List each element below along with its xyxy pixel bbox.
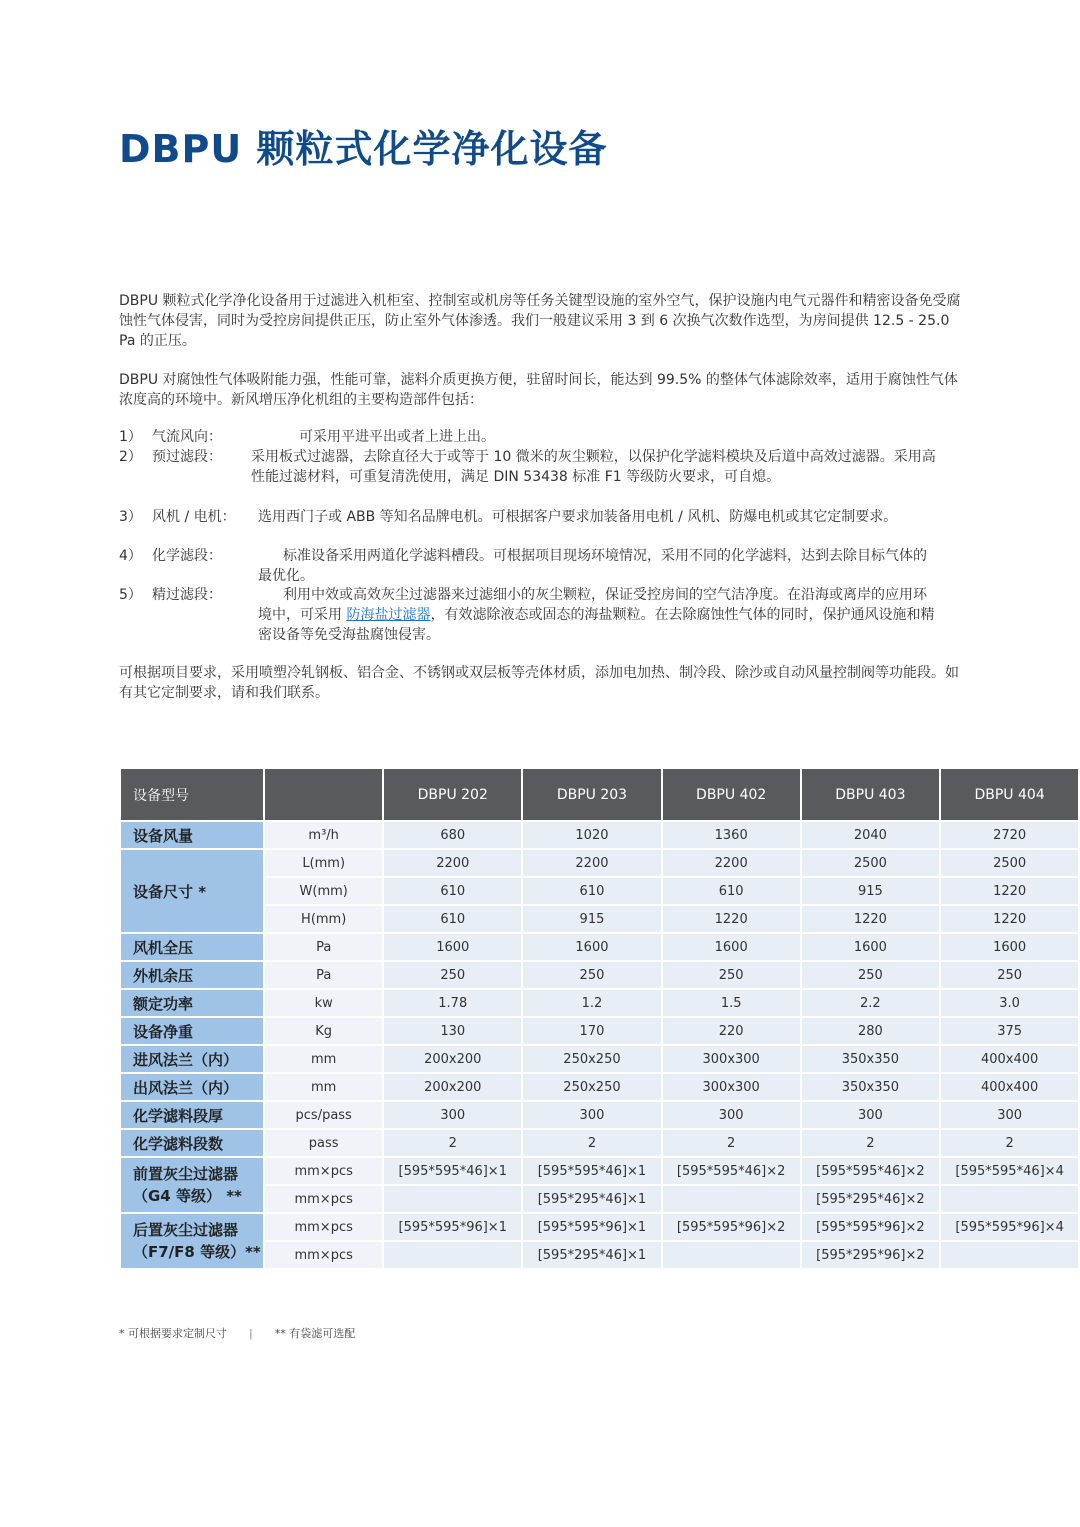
unit-cell: mm×pcs xyxy=(264,1213,383,1241)
header-cell-model: 设备型号 xyxy=(120,768,264,821)
list-item-number: 4） xyxy=(119,548,142,564)
row-label-line: （G4 等级） ** xyxy=(133,1187,242,1205)
row-label: 化学滤料段厚 xyxy=(120,1101,264,1129)
list-item xyxy=(119,585,967,645)
list-item xyxy=(119,447,967,507)
list-item-label: 预过滤段： xyxy=(152,449,222,465)
row-label: 设备净重 xyxy=(120,1017,264,1045)
row-label-line: （F7/F8 等级）** xyxy=(133,1243,261,1261)
row-label: 风机全压 xyxy=(120,933,264,961)
value-cell: 1360 xyxy=(662,821,801,849)
value-cell: 300 xyxy=(383,1101,522,1129)
table-row xyxy=(120,933,1079,961)
value-cell: 130 xyxy=(383,1017,522,1045)
table-row xyxy=(120,961,1079,989)
value-cell: 2500 xyxy=(940,849,1079,877)
value-cell xyxy=(940,1185,1079,1213)
value-cell: 2 xyxy=(383,1129,522,1157)
spec-table xyxy=(119,767,1080,1270)
list-item-text-after: ，有效滤除液态或固态的海盐颗粒。在去除腐蚀性气体的同时，保护通风设施和精密设备等免受海盐腐蚀侵害。 xyxy=(258,607,935,643)
value-cell: 1220 xyxy=(801,905,941,933)
unit-cell: mm xyxy=(264,1045,383,1073)
row-label: 外机余压 xyxy=(120,961,264,989)
value-cell: 250 xyxy=(383,961,522,989)
list-item-text-before: 利用中效或高效灰尘过滤器来过滤细小的灰尘颗粒，保证受控房间的空气洁净度。在沿海或离岸的应用环境中，可采用 xyxy=(258,587,927,623)
value-cell: 250 xyxy=(801,961,941,989)
value-cell: 2 xyxy=(662,1129,801,1157)
value-cell: 1020 xyxy=(522,821,662,849)
value-cell: 1600 xyxy=(801,933,941,961)
row-label: 设备风量 xyxy=(120,821,264,849)
value-cell: 2 xyxy=(522,1129,662,1157)
list-item xyxy=(119,507,967,546)
value-cell xyxy=(662,1241,801,1269)
value-cell: [595*295*46]×1 xyxy=(522,1185,662,1213)
unit-cell: H(mm) xyxy=(264,905,383,933)
value-cell: 250 xyxy=(522,961,662,989)
list-item-text: 标准设备采用两道化学滤料槽段。可根据项目现场环境情况，采用不同的化学滤料，达到去除目标气体的最优化。 xyxy=(258,548,927,584)
value-cell: 2 xyxy=(940,1129,1079,1157)
table-row xyxy=(120,1073,1079,1101)
value-cell: [595*595*46]×4 xyxy=(940,1157,1079,1185)
table-row xyxy=(120,821,1079,849)
footnote-bag-filter: ** 有袋滤可选配 xyxy=(274,1327,356,1340)
list-item-number: 1） xyxy=(119,429,142,445)
table-row xyxy=(120,1017,1079,1045)
list-item-number: 5） xyxy=(119,587,142,603)
value-cell: 2500 xyxy=(801,849,941,877)
footnote-size: * 可根据要求定制尺寸 xyxy=(119,1327,227,1340)
value-cell: 400x400 xyxy=(940,1073,1079,1101)
value-cell xyxy=(383,1185,522,1213)
value-cell: 1600 xyxy=(662,933,801,961)
table-row xyxy=(120,1213,1079,1241)
sea-salt-filter-link[interactable]: 防海盐过滤器 xyxy=(346,607,431,623)
value-cell: 2.2 xyxy=(801,989,941,1017)
value-cell: 2040 xyxy=(801,821,941,849)
closing-paragraph: 可根据项目要求，采用喷塑冷轧钢板、铝合金、不锈钢或双层板等壳体材质，添加电加热、制冷段、除沙或自动风量控制阀等功能段。如有其它定制要求，请和我们联系。 xyxy=(119,665,959,701)
value-cell: 170 xyxy=(522,1017,662,1045)
header-cell-model-name: DBPU 402 xyxy=(662,768,801,821)
list-item-number: 3） xyxy=(119,509,142,525)
value-cell: 220 xyxy=(662,1017,801,1045)
value-cell: 1600 xyxy=(940,933,1079,961)
list-item-number: 2） xyxy=(119,449,142,465)
value-cell: 2720 xyxy=(940,821,1079,849)
list-item-label: 化学滤段： xyxy=(152,548,222,564)
value-cell: 250x250 xyxy=(522,1073,662,1101)
list-item xyxy=(119,546,967,585)
value-cell: 2200 xyxy=(662,849,801,877)
table-header-row xyxy=(120,768,1079,821)
value-cell: 1220 xyxy=(940,877,1079,905)
value-cell: 680 xyxy=(383,821,522,849)
unit-cell: L(mm) xyxy=(264,849,383,877)
value-cell: 350x350 xyxy=(801,1073,941,1101)
value-cell: 610 xyxy=(383,905,522,933)
unit-cell: m³/h xyxy=(264,821,383,849)
features-paragraph: DBPU 对腐蚀性气体吸附能力强，性能可靠，滤料介质更换方便，驻留时间长，能达到 99.5% 的整体气体滤除效率，适用于腐蚀性气体浓度高的环境中。新风增压净化机组的主要构造部件包括： xyxy=(119,372,958,408)
table-row xyxy=(120,1101,1079,1129)
value-cell: 1.78 xyxy=(383,989,522,1017)
unit-cell: mm×pcs xyxy=(264,1157,383,1185)
row-label: 化学滤料段数 xyxy=(120,1129,264,1157)
unit-cell: Kg xyxy=(264,1017,383,1045)
header-cell-model-name: DBPU 404 xyxy=(940,768,1079,821)
value-cell: 2200 xyxy=(522,849,662,877)
table-row xyxy=(120,1185,1079,1213)
unit-cell: Pa xyxy=(264,961,383,989)
value-cell: 300 xyxy=(801,1101,941,1129)
value-cell: 280 xyxy=(801,1017,941,1045)
value-cell xyxy=(383,1241,522,1269)
value-cell: 400x400 xyxy=(940,1045,1079,1073)
header-cell-model-name: DBPU 403 xyxy=(801,768,941,821)
row-label: 出风法兰（内） xyxy=(120,1073,264,1101)
value-cell: 300x300 xyxy=(662,1073,801,1101)
list-item-label: 风机 / 电机： xyxy=(152,509,236,525)
value-cell: 610 xyxy=(662,877,801,905)
table-row xyxy=(120,1045,1079,1073)
value-cell: 300 xyxy=(522,1101,662,1129)
value-cell: 300 xyxy=(662,1101,801,1129)
list-item-text xyxy=(258,585,938,645)
value-cell xyxy=(940,1241,1079,1269)
value-cell: [595*595*96]×2 xyxy=(801,1213,941,1241)
list-item-label: 精过滤段： xyxy=(152,587,222,603)
value-cell: 250 xyxy=(940,961,1079,989)
page-title: DBPU 颗粒式化学净化设备 xyxy=(119,127,608,171)
unit-cell: Pa xyxy=(264,933,383,961)
row-label: 进风法兰（内） xyxy=(120,1045,264,1073)
header-cell-model-name: DBPU 203 xyxy=(522,768,662,821)
value-cell: 1220 xyxy=(662,905,801,933)
table-row xyxy=(120,877,1079,905)
unit-cell: mm xyxy=(264,1073,383,1101)
unit-cell: pcs/pass xyxy=(264,1101,383,1129)
value-cell: 3.0 xyxy=(940,989,1079,1017)
table-row xyxy=(120,1129,1079,1157)
value-cell: 2 xyxy=(801,1129,941,1157)
value-cell: 300x300 xyxy=(662,1045,801,1073)
value-cell: [595*595*46]×2 xyxy=(801,1157,941,1185)
value-cell: 1600 xyxy=(522,933,662,961)
value-cell: 200x200 xyxy=(383,1045,522,1073)
value-cell: 250 xyxy=(662,961,801,989)
value-cell: [595*595*96]×4 xyxy=(940,1213,1079,1241)
value-cell: [595*595*46]×2 xyxy=(662,1157,801,1185)
value-cell: [595*595*96]×2 xyxy=(662,1213,801,1241)
value-cell: 350x350 xyxy=(801,1045,941,1073)
value-cell: [595*295*46]×2 xyxy=(801,1185,941,1213)
unit-cell: W(mm) xyxy=(264,877,383,905)
value-cell: 1220 xyxy=(940,905,1079,933)
value-cell: [595*595*96]×1 xyxy=(383,1213,522,1241)
list-item-text: 选用西门子或 ABB 等知名品牌电机。可根据客户要求加装备用电机 / 风机、防爆电机或其它定制要求。 xyxy=(258,509,898,525)
header-cell-unit xyxy=(264,768,383,821)
footnotes xyxy=(119,1325,355,1341)
value-cell xyxy=(662,1185,801,1213)
table-row xyxy=(120,905,1079,933)
list-item xyxy=(119,427,967,447)
value-cell: [595*595*96]×1 xyxy=(522,1213,662,1241)
unit-cell: mm×pcs xyxy=(264,1241,383,1269)
row-label-line: 前置灰尘过滤器 xyxy=(133,1165,239,1183)
footnote-separator: | xyxy=(249,1327,253,1340)
unit-cell: mm×pcs xyxy=(264,1185,383,1213)
value-cell: [595*595*46]×1 xyxy=(383,1157,522,1185)
value-cell: 2200 xyxy=(383,849,522,877)
value-cell: 200x200 xyxy=(383,1073,522,1101)
unit-cell: pass xyxy=(264,1129,383,1157)
intro-paragraph: DBPU 颗粒式化学净化设备用于过滤进入机柜室、控制室或机房等任务关键型设施的室外空气，保护设施内电气元器件和精密设备免受腐蚀性气体侵害，同时为受控房间提供正压，防止室外气体渗透。我们一般建议采用 3 到 6 次换气次数作选型，为房间提供 12.5 - 25.0 Pa 的正压。 xyxy=(119,293,961,349)
row-label: 设备尺寸 * xyxy=(120,849,264,933)
table-row xyxy=(120,1241,1079,1269)
row-label: 额定功率 xyxy=(120,989,264,1017)
value-cell: 375 xyxy=(940,1017,1079,1045)
table-row xyxy=(120,1157,1079,1185)
value-cell: [595*595*46]×1 xyxy=(522,1157,662,1185)
value-cell: 1.2 xyxy=(522,989,662,1017)
list-item-text: 可采用平进平出或者上进上出。 xyxy=(299,429,495,445)
value-cell: 610 xyxy=(383,877,522,905)
value-cell: 915 xyxy=(801,877,941,905)
value-cell: 1.5 xyxy=(662,989,801,1017)
value-cell: 250x250 xyxy=(522,1045,662,1073)
table-row xyxy=(120,849,1079,877)
value-cell: 1600 xyxy=(383,933,522,961)
component-list xyxy=(119,427,967,645)
row-label-line: 后置灰尘过滤器 xyxy=(133,1221,239,1239)
row-label xyxy=(120,1157,264,1213)
value-cell: 915 xyxy=(522,905,662,933)
list-item-text: 采用板式过滤器，去除直径大于或等于 10 微米的灰尘颗粒，以保护化学滤料模块及后道中高效过滤器。采用高性能过滤材料，可重复清洗使用，满足 DIN 53438 标准 F1 等级防火要求，可自熄。 xyxy=(251,449,936,485)
row-label xyxy=(120,1213,264,1269)
value-cell: [595*295*96]×2 xyxy=(801,1241,941,1269)
value-cell: 300 xyxy=(940,1101,1079,1129)
header-cell-model-name: DBPU 202 xyxy=(383,768,522,821)
table-row xyxy=(120,989,1079,1017)
value-cell: [595*295*46]×1 xyxy=(522,1241,662,1269)
unit-cell: kw xyxy=(264,989,383,1017)
list-item-label: 气流风向： xyxy=(152,429,222,445)
value-cell: 610 xyxy=(522,877,662,905)
